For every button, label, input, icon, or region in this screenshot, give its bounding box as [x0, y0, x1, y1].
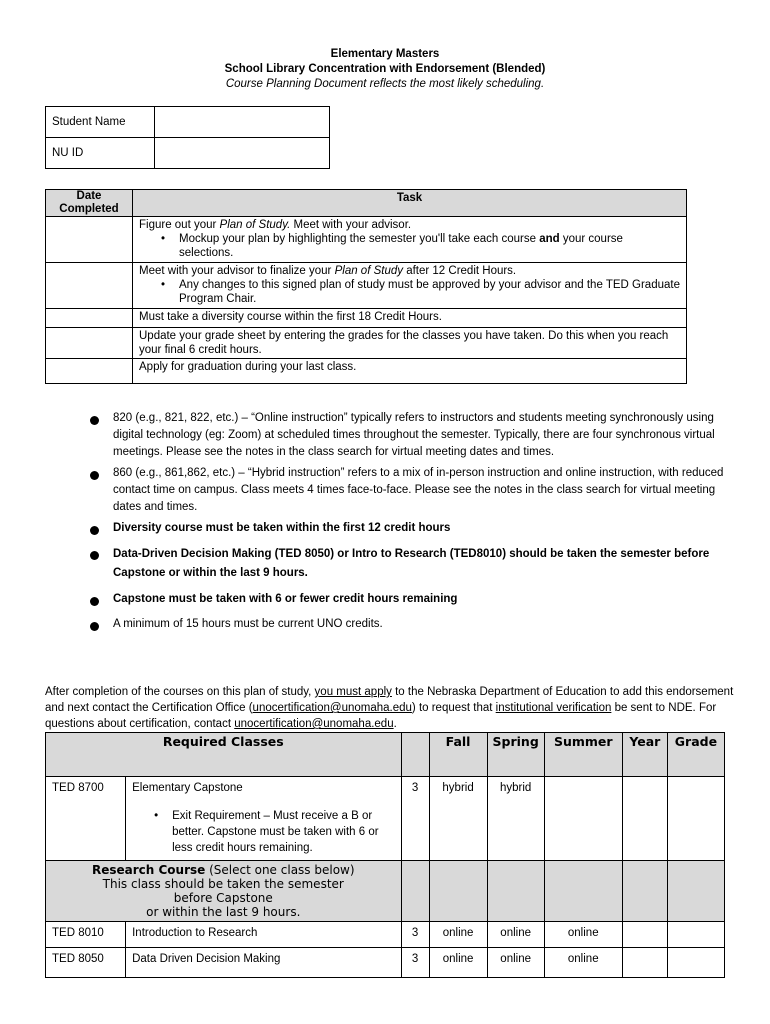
course-requirement-note: • Exit Requirement – Must receive a B or better. Capstone must be taken with 6 or less credit hours remaining. [132, 808, 394, 856]
bullet-dot-icon [90, 416, 99, 425]
course-name: Introduction to Research [126, 922, 401, 948]
student-name-row [46, 107, 330, 138]
task-row [46, 328, 687, 359]
bullet-dot-icon [90, 622, 99, 631]
task-cell: Must take a diversity course within the first 18 Credit Hours. [133, 309, 687, 328]
course-row-ted8010 [46, 922, 725, 948]
fall-header: Fall [429, 733, 487, 777]
research-course-hint: (Select one class below) [205, 863, 355, 877]
bullet-dot-icon [90, 597, 99, 606]
task-row [46, 263, 687, 309]
date-completed-cell[interactable] [46, 328, 133, 359]
task-bullet: • Any changes to this signed plan of study must be approved by your advisor and the TED Graduate Program Chair. [139, 278, 680, 306]
task-text: Meet with your advisor to finalize your Plan of Study after 12 Credit Hours. [139, 265, 517, 277]
date-completed-cell[interactable] [46, 309, 133, 328]
course-row-capstone [46, 777, 725, 861]
nu-id-field[interactable] [155, 138, 330, 169]
course-grade-cell[interactable] [667, 777, 724, 861]
nu-id-row [46, 138, 330, 169]
course-fall: online [429, 922, 487, 948]
course-year-cell[interactable] [622, 922, 667, 948]
task-cell: Update your grade sheet by entering the grades for the classes you have taken. Do this when you reach your final 6 credit hours. [133, 328, 687, 359]
course-credits: 3 [401, 922, 429, 948]
task-text: Figure out your Plan of Study. Meet with your advisor. [139, 219, 412, 231]
nu-id-label: NU ID [46, 138, 155, 169]
institutional-verification-text: institutional verification [495, 702, 612, 714]
note-item: Data-Driven Decision Making (TED 8050) or Intro to Research (TED8010) should be taken the semester before Capstone or within the last 9 hours. [88, 545, 728, 583]
task-row [46, 217, 687, 263]
credits-header [401, 733, 429, 777]
certification-email-link[interactable]: unocertification@unomaha.edu [252, 702, 412, 714]
grade-header: Grade [667, 733, 724, 777]
research-course-title: Research Course [91, 863, 206, 877]
document-subtitle: School Library Concentration with Endorsement (Blended) [224, 63, 546, 75]
course-code: TED 8700 [46, 777, 126, 861]
certification-paragraph: After completion of the courses on this plan of study, you must apply to the Nebraska Department of Education to add this endorsement and next contact the Certification Office (unocertification@unomaha.edu) to request that institutional verification be sent to NDE. For questions about certification, contact unocertification@unomaha.edu. [45, 686, 734, 730]
year-header: Year [622, 733, 667, 777]
required-classes-header: Required Classes [46, 733, 402, 777]
bullet-dot-icon [90, 471, 99, 480]
course-summer [544, 777, 622, 861]
document-title: Elementary Masters [330, 48, 440, 60]
course-name: Data Driven Decision Making [126, 948, 401, 978]
date-completed-cell[interactable] [46, 263, 133, 309]
course-row-ted8050 [46, 948, 725, 978]
course-code: TED 8050 [46, 948, 126, 978]
student-info-table [45, 106, 330, 169]
research-course-header [46, 861, 402, 922]
required-classes-table [45, 732, 725, 978]
course-name-cell [126, 777, 401, 861]
date-completed-cell[interactable] [46, 359, 133, 384]
course-grade-cell[interactable] [667, 948, 724, 978]
course-spring: hybrid [487, 777, 544, 861]
course-year-cell[interactable] [622, 948, 667, 978]
must-apply-text: you must apply [314, 686, 392, 698]
student-name-field[interactable] [155, 107, 330, 138]
course-summer: online [544, 922, 622, 948]
document-header [0, 47, 770, 92]
spring-header: Spring [487, 733, 544, 777]
note-item: Capstone must be taken with 6 or fewer credit hours remaining [88, 591, 728, 608]
task-bullet: • Mockup your plan by highlighting the semester you'll take each course and your course selections. [139, 232, 680, 260]
research-course-header-row [46, 861, 725, 922]
date-completed-cell[interactable] [46, 217, 133, 263]
research-course-line: This class should be taken the semester before Capstone [102, 877, 344, 905]
task-header: Task [133, 190, 687, 217]
course-grade-cell[interactable] [667, 922, 724, 948]
task-cell [133, 217, 687, 263]
note-item: A minimum of 15 hours must be current UNO credits. [88, 616, 728, 633]
note-item: 860 (e.g., 861,862, etc.) – “Hybrid instruction” refers to a mix of in-person instruction and online instruction, with reduced contact time on campus. Class meets 4 times face-to-face. Please see the notes in the class search for virtual meeting dates and times. [88, 465, 728, 516]
date-completed-header: Date Completed [46, 190, 133, 217]
course-spring: online [487, 922, 544, 948]
certification-email-link[interactable]: unocertification@unomaha.edu [234, 718, 394, 730]
note-item: 820 (e.g., 821, 822, etc.) – “Online instruction” typically refers to instructors and students meeting synchronously using digital technology (eg: Zoom) at scheduled times throughout the semester. Typically, there are four synchronous virtual meetings. Please see the notes in the class search for virtual meeting dates and times. [88, 410, 728, 461]
task-cell: Apply for graduation during your last class. [133, 359, 687, 384]
note-item: Diversity course must be taken within the first 12 credit hours [88, 520, 728, 537]
course-fall: hybrid [429, 777, 487, 861]
course-year-cell[interactable] [622, 777, 667, 861]
student-name-label: Student Name [46, 107, 155, 138]
bullet-dot-icon [90, 551, 99, 560]
course-summer: online [544, 948, 622, 978]
bullet-dot-icon [90, 526, 99, 535]
summer-header: Summer [544, 733, 622, 777]
notes-list [88, 410, 728, 633]
task-header-row [46, 190, 687, 217]
required-header-row [46, 733, 725, 777]
task-row [46, 309, 687, 328]
course-fall: online [429, 948, 487, 978]
task-row [46, 359, 687, 384]
course-name: Elementary Capstone [132, 782, 243, 794]
research-course-line: or within the last 9 hours. [146, 905, 301, 919]
document-note: Course Planning Document reflects the most likely scheduling. [225, 78, 545, 90]
task-cell [133, 263, 687, 309]
course-spring: online [487, 948, 544, 978]
course-credits: 3 [401, 777, 429, 861]
course-code: TED 8010 [46, 922, 126, 948]
task-table [45, 189, 687, 384]
course-credits: 3 [401, 948, 429, 978]
